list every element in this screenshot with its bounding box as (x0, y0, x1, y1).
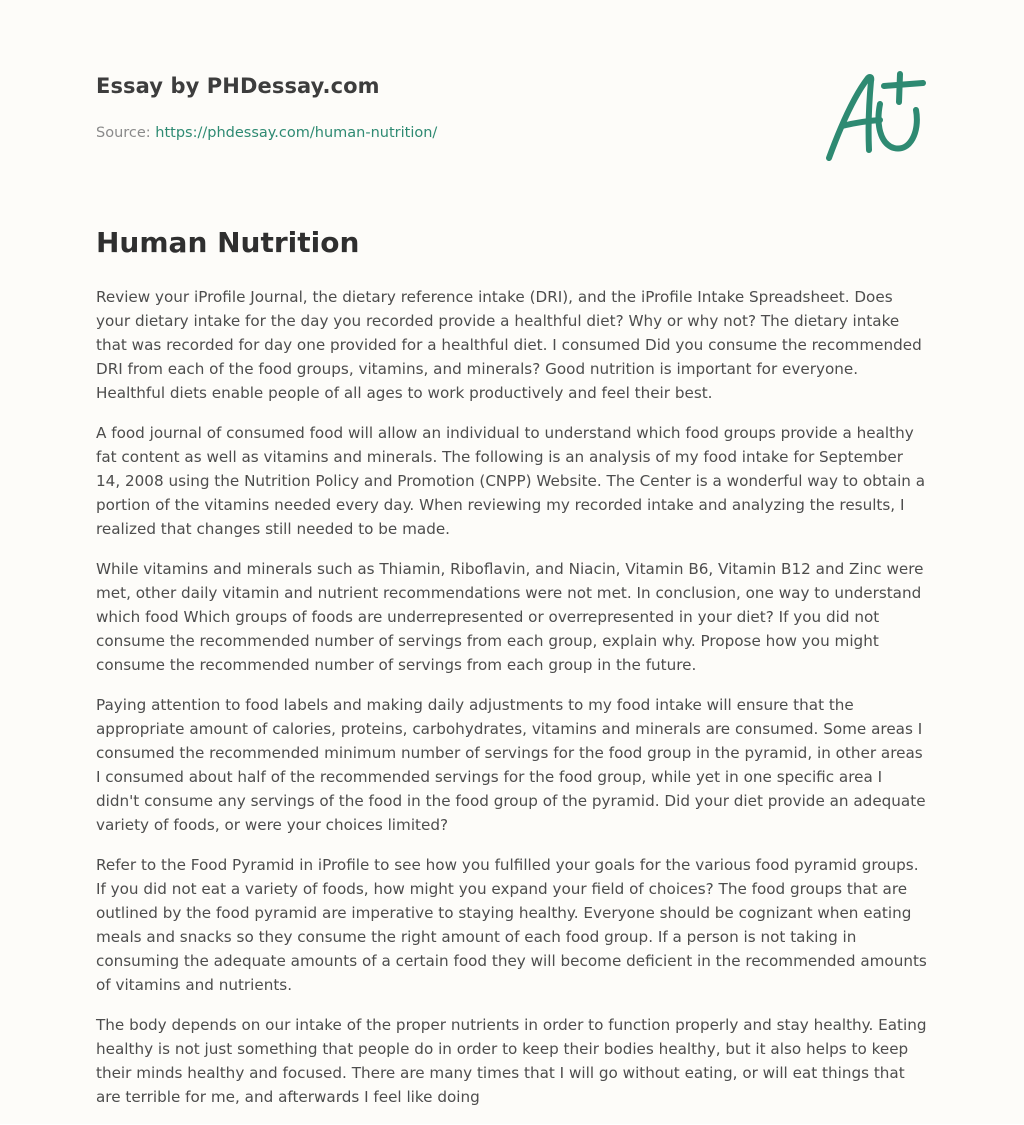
essay-body (96, 285, 928, 1125)
source-label: Source: (96, 125, 156, 141)
essay-title: Human Nutrition (96, 226, 360, 259)
source-link[interactable]: https://phdessay.com/human-nutrition/ (155, 125, 438, 141)
essay-paragraph: Review your iProfile Journal, the dietary reference intake (DRI), and the iProfile Intake Spreadsheet. Does your dietary intake for the day you recorded provide a healthful diet? Why or why not? The dietary intake that was recorded for day one provided for a healthful diet. I consumed Did you consume the recommended DRI from each of the food groups, vitamins, and minerals? Good nutrition is important for everyone. Healthful diets enable people of all ages to work productively and feel their best. (96, 288, 922, 402)
a-plus-logo-icon (820, 68, 930, 164)
source-line (96, 125, 437, 141)
essay-paragraph: Refer to the Food Pyramid in iProfile to see how you fulfilled your goals for the various food pyramid groups. If you did not eat a variety of foods, how might you expand your field of choices? The food groups that are outlined by the food pyramid are imperative to staying healthy. Everyone should be cognizant when eating meals and snacks so they consume the right amount of each food group. If a person is not taking in consuming the adequate amounts of a certain food they will become deficient in the recommended amounts of vitamins and nutrients. (96, 856, 927, 994)
page-header (96, 74, 936, 141)
brand-title: Essay by PHDessay.com (96, 74, 380, 98)
essay-paragraph: A food journal of consumed food will allow an individual to understand which food groups provide a healthy fat content as well as vitamins and minerals. The following is an analysis of my food intake for September 14, 2008 using the Nutrition Policy and Promotion (CNPP) Website. The Center is a wonderful way to obtain a portion of the vitamins needed every day. When reviewing my recorded intake and analyzing the results, I realized that changes still needed to be made. (96, 424, 926, 538)
essay-paragraph: The body depends on our intake of the proper nutrients in order to function properly and stay healthy. Eating healthy is not just something that people do in order to keep their bodies healthy, but it also helps to keep their minds healthy and focused. There are many times that I will go without eating, or will eat things that are terrible for me, and afterwards I feel like doing (96, 1016, 927, 1106)
essay-paragraph: Paying attention to food labels and making daily adjustments to my food intake will ensure that the appropriate amount of calories, proteins, carbohydrates, vitamins and minerals are consumed. Some areas I consumed the recommended minimum number of servings for the food group in the pyramid, in other areas I consumed about half of the recommended servings for the food group, while yet in one specific area I didn't consume any servings of the food in the food group of the pyramid. Did your diet provide an adequate variety of foods, or were your choices limited? (96, 696, 926, 834)
essay-paragraph: While vitamins and minerals such as Thiamin, Riboflavin, and Niacin, Vitamin B6, Vitamin B12 and Zinc were met, other daily vitamin and nutrient recommendations were not met. In conclusion, one way to understand which food Which groups of foods are underrepresented or overrepresented in your diet? If you did not consume the recommended number of servings from each group, explain why. Propose how you might consume the recommended number of servings from each group in the future. (96, 560, 924, 674)
